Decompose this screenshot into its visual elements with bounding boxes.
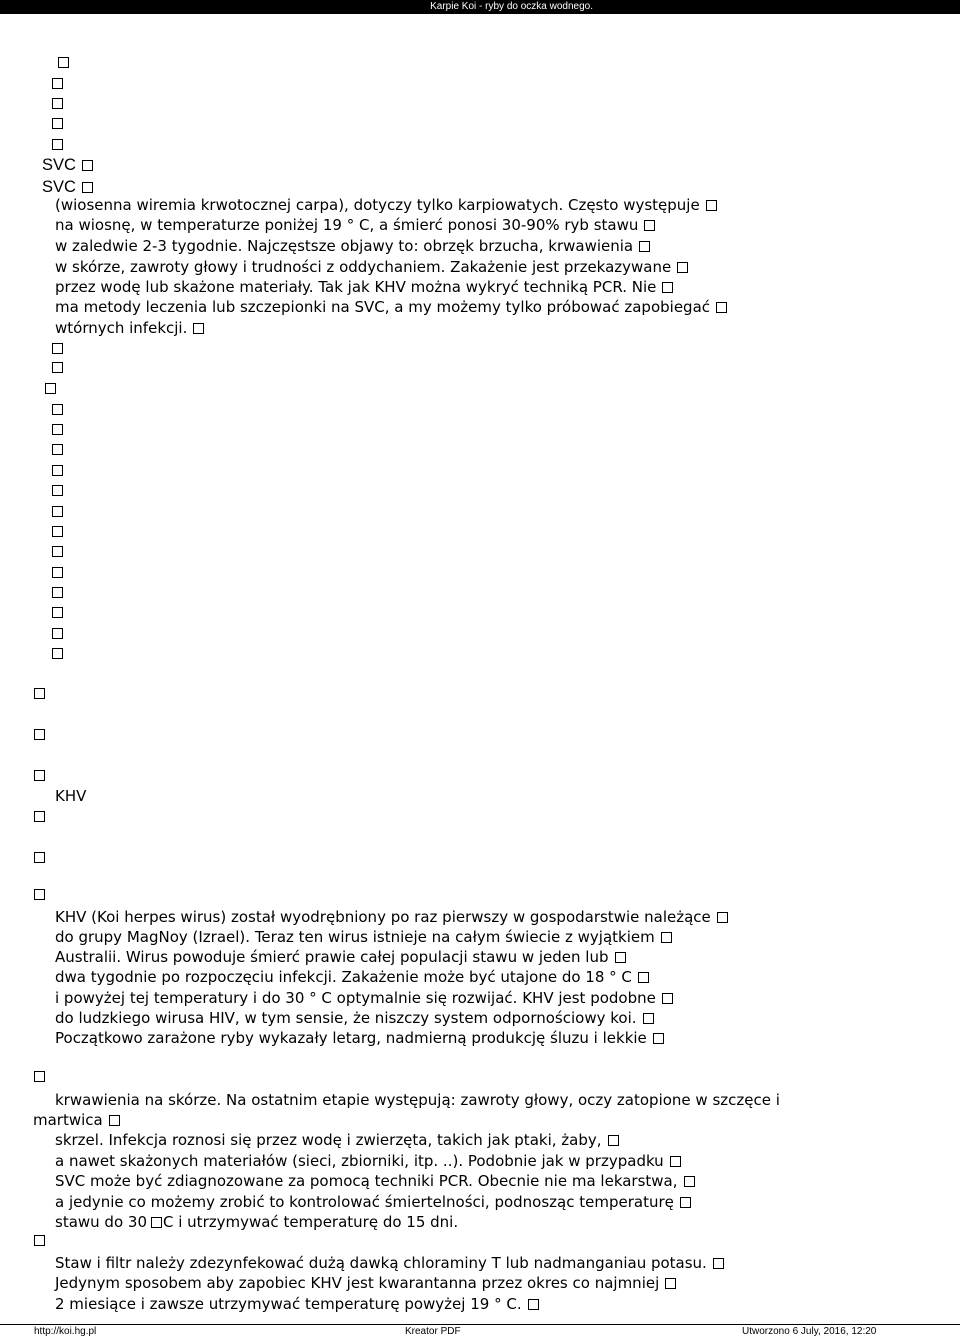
placeholder-glyph [662,282,673,293]
placeholder-glyph [52,465,63,476]
placeholder-glyph [52,607,63,618]
placeholder-glyph [52,362,63,373]
footer-created: Utworzono 6 July, 2016, 12:20 [742,1326,877,1337]
placeholder-glyph [615,952,626,963]
placeholder-glyph [52,343,63,354]
placeholder-glyph [608,1135,619,1146]
placeholder-glyph [193,323,204,334]
placeholder-glyph [684,1176,695,1187]
placeholder-glyph [34,811,45,822]
placeholder-glyph [34,1235,45,1246]
placeholder-glyph [34,1071,45,1082]
svc-heading: SVC [42,177,93,197]
svc-text-line: w skórze, zawroty głowy i trudności z oddychaniem. Zakażenie jest przekazywane [55,257,688,277]
page-footer [0,1324,960,1339]
placeholder-glyph [52,628,63,639]
placeholder-glyph [52,404,63,415]
placeholder-glyph [52,567,63,578]
placeholder-glyph [58,57,69,68]
placeholder-glyph [528,1299,539,1310]
placeholder-glyph [677,262,688,273]
khv-text-line: do grupy MagNoy (Izrael). Teraz ten wirus istnieje na całym świecie z wyjątkiem [55,927,672,947]
footer-generator: Kreator PDF [405,1326,461,1337]
khv-text-line: skrzel. Infekcja roznosi się przez wodę i zwierzęta, takich jak ptaki, żaby, [55,1130,619,1150]
khv-text-line: a nawet skażonych materiałów (sieci, zbiorniki, itp. ..). Podobnie jak w przypadku [55,1151,681,1171]
placeholder-glyph [52,118,63,129]
placeholder-glyph [82,160,93,171]
svc-text-line: przez wodę lub skażone materiały. Tak jak KHV można wykryć techniką PCR. Nie [55,277,673,297]
svc-text-line: wtórnych infekcji. [55,318,204,338]
placeholder-glyph [717,912,728,923]
svc-text-line: na wiosnę, w temperaturze poniżej 19 ° C, a śmierć ponosi 30-90% ryb stawu [55,215,655,235]
placeholder-glyph [713,1258,724,1269]
placeholder-glyph [52,139,63,150]
svc-text-line: w zaledwie 2-3 tygodnie. Najczęstsze objawy to: obrzęk brzucha, krwawienia [55,236,650,256]
khv-text-line: stawu do 30 C i utrzymywać temperaturę do 15 dni. [55,1213,459,1231]
placeholder-glyph [52,444,63,455]
placeholder-glyph [52,78,63,89]
placeholder-glyph [644,220,655,231]
placeholder-glyph [82,182,93,193]
svc-heading: SVC [42,155,93,175]
placeholder-glyph [52,506,63,517]
svc-text-line: ma metody leczenia lub szczepionki na SVC, a my możemy tylko próbować zapobiegać [55,297,727,317]
placeholder-glyph [52,98,63,109]
placeholder-glyph [639,241,650,252]
placeholder-glyph [638,972,649,983]
placeholder-glyph [52,526,63,537]
placeholder-glyph [52,424,63,435]
khv-heading: KHV [55,787,87,805]
placeholder-glyph [52,485,63,496]
placeholder-glyph [665,1278,676,1289]
khv-text-line: Australii. Wirus powoduje śmierć prawie całej populacji stawu w jeden lub [55,947,626,967]
placeholder-glyph [34,889,45,900]
placeholder-glyph [653,1033,664,1044]
placeholder-glyph [34,770,45,781]
khv-text-line: i powyżej tej temperatury i do 30 ° C optymalnie się rozwijać. KHV jest podobne [55,988,673,1008]
svc-text-line: (wiosenna wiremia krwotocznej carpa), dotyczy tylko karpiowatych. Często występuje [55,195,717,215]
placeholder-glyph [151,1217,162,1228]
khv-text-line: Staw i filtr należy zdezynfekować dużą dawką chloraminy T lub nadmanganiau potasu. [55,1253,724,1273]
khv-text-line: martwica [33,1110,120,1130]
khv-text-line: Jedynym sposobem aby zapobiec KHV jest kwarantanna przez okres co najmniej [55,1273,676,1293]
footer-url: http://koi.hg.pl [34,1326,97,1337]
placeholder-glyph [109,1115,120,1126]
placeholder-glyph [52,648,63,659]
placeholder-glyph [34,729,45,740]
khv-text-line: 2 miesiące i zawsze utrzymywać temperaturę powyżej 19 ° C. [55,1294,539,1314]
khv-text-line: krwawienia na skórze. Na ostatnim etapie występują: zawroty głowy, oczy zatopione w szczęce i [55,1091,780,1109]
placeholder-glyph [680,1197,691,1208]
placeholder-glyph [643,1013,654,1024]
placeholder-glyph [716,302,727,313]
khv-text-line: dwa tygodnie po rozpoczęciu infekcji. Zakażenie może być utajone do 18 ° C [55,967,649,987]
placeholder-glyph [34,688,45,699]
page-header-title: Karpie Koi - ryby do oczka wodnego. [430,1,593,12]
khv-text-line: SVC może być zdiagnozowane za pomocą techniki PCR. Obecnie nie ma lekarstwa, [55,1171,695,1191]
placeholder-glyph [45,383,56,394]
placeholder-glyph [661,932,672,943]
page-header-bar [0,0,960,14]
placeholder-glyph [34,852,45,863]
placeholder-glyph [52,587,63,598]
placeholder-glyph [662,993,673,1004]
khv-text-line: KHV (Koi herpes wirus) został wyodrębniony po raz pierwszy w gospodarstwie należące [55,907,728,927]
placeholder-glyph [706,200,717,211]
placeholder-glyph [52,546,63,557]
khv-text-line: Początkowo zarażone ryby wykazały letarg, nadmierną produkcję śluzu i lekkie [55,1028,664,1048]
khv-text-line: a jedynie co możemy zrobić to kontrolować śmiertelności, podnosząc temperaturę [55,1192,691,1212]
khv-text-line: do ludzkiego wirusa HIV, w tym sensie, że niszczy system odpornościowy koi. [55,1008,654,1028]
placeholder-glyph [670,1156,681,1167]
